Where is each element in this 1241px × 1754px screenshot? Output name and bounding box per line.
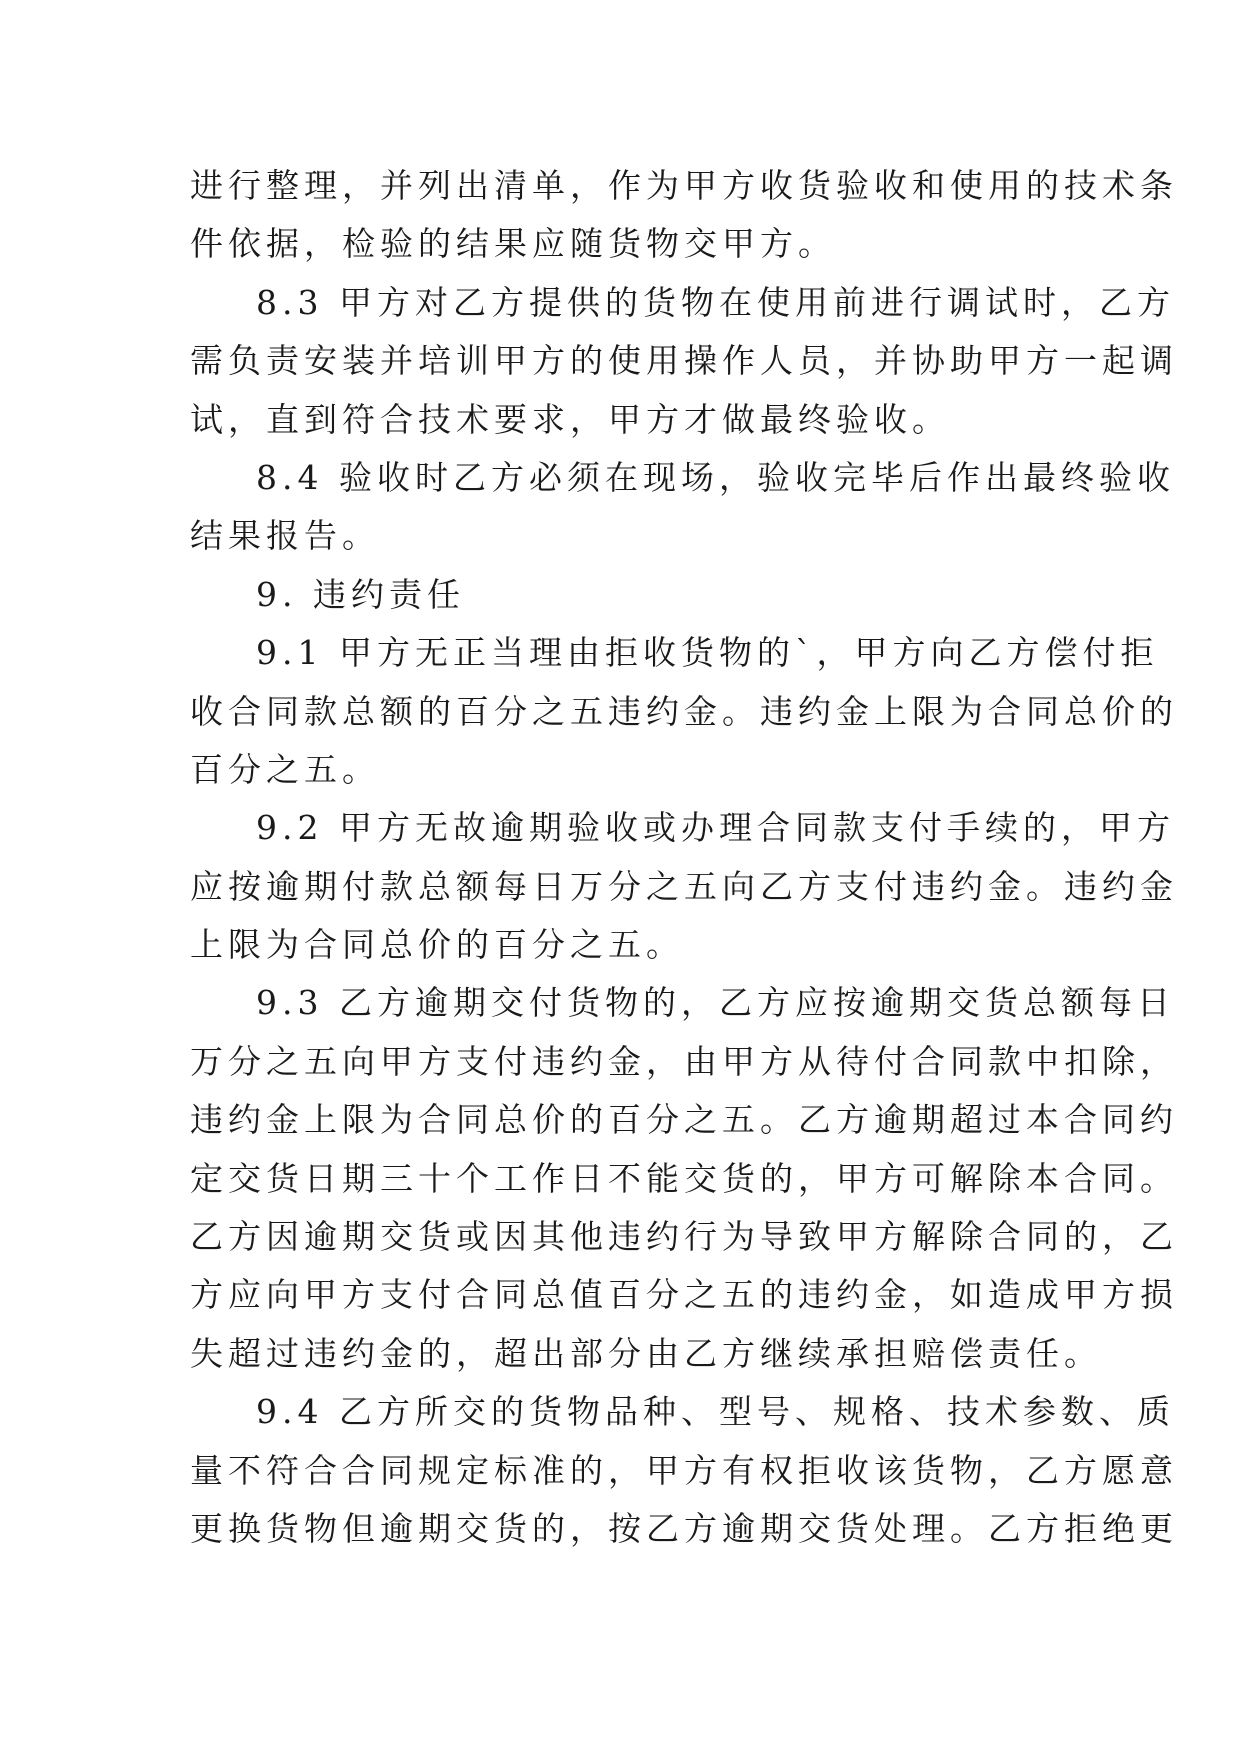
text-line: 方应向甲方支付合同总值百分之五的违约金，如造成甲方损: [190, 1275, 1178, 1315]
text-line: 百分之五。: [190, 749, 380, 789]
text-line: 8.3 甲方对乙方提供的货物在使用前进行调试时，乙方: [256, 282, 1175, 322]
text-line: 9.1 甲方无正当理由拒收货物的`，甲方向乙方偿付拒: [256, 633, 1159, 673]
text-line: 9.3 乙方逾期交付货物的，乙方应按逾期交货总额每日: [256, 983, 1175, 1023]
text-line: 9.2 甲方无故逾期验收或办理合同款支付手续的，甲方: [256, 808, 1175, 848]
text-line: 8.4 验收时乙方必须在现场，验收完毕后作出最终验收: [256, 457, 1175, 497]
text-line: 定交货日期三十个工作日不能交货的，甲方可解除本合同。: [190, 1158, 1178, 1198]
text-line: 结果报告。: [190, 516, 380, 556]
text-line: 9.4 乙方所交的货物品种、型号、规格、技术参数、质: [256, 1392, 1175, 1432]
text-line: 试，直到符合技术要求，甲方才做最终验收。: [190, 399, 950, 439]
contract-body-text: [190, 157, 1178, 1558]
text-line: 上限为合同总价的百分之五。: [190, 925, 684, 965]
text-line: 失超过违约金的，超出部分由乙方继续承担赔偿责任。: [190, 1333, 1102, 1373]
text-line: 件依据，检验的结果应随货物交甲方。: [190, 224, 836, 264]
text-line: 应按逾期付款总额每日万分之五向乙方支付违约金。违约金: [190, 866, 1178, 906]
text-line: 进行整理，并列出清单，作为甲方收货验收和使用的技术条: [190, 166, 1178, 205]
text-line: 量不符合合同规定标准的，甲方有权拒收该货物，乙方愿意: [190, 1450, 1178, 1490]
text-line: 需负责安装并培训甲方的使用操作人员，并协助甲方一起调: [190, 341, 1178, 381]
text-line: 更换货物但逾期交货的，按乙方逾期交货处理。乙方拒绝更: [190, 1508, 1178, 1548]
text-line: 收合同款总额的百分之五违约金。违约金上限为合同总价的: [190, 691, 1178, 731]
text-line: 违约金上限为合同总价的百分之五。乙方逾期超过本合同约: [190, 1100, 1178, 1140]
text-line: 9. 违约责任: [256, 574, 465, 614]
text-line: 乙方因逾期交货或因其他违约行为导致甲方解除合同的，乙: [190, 1217, 1178, 1257]
text-line: 万分之五向甲方支付违约金，由甲方从待付合同款中扣除，: [190, 1041, 1178, 1081]
